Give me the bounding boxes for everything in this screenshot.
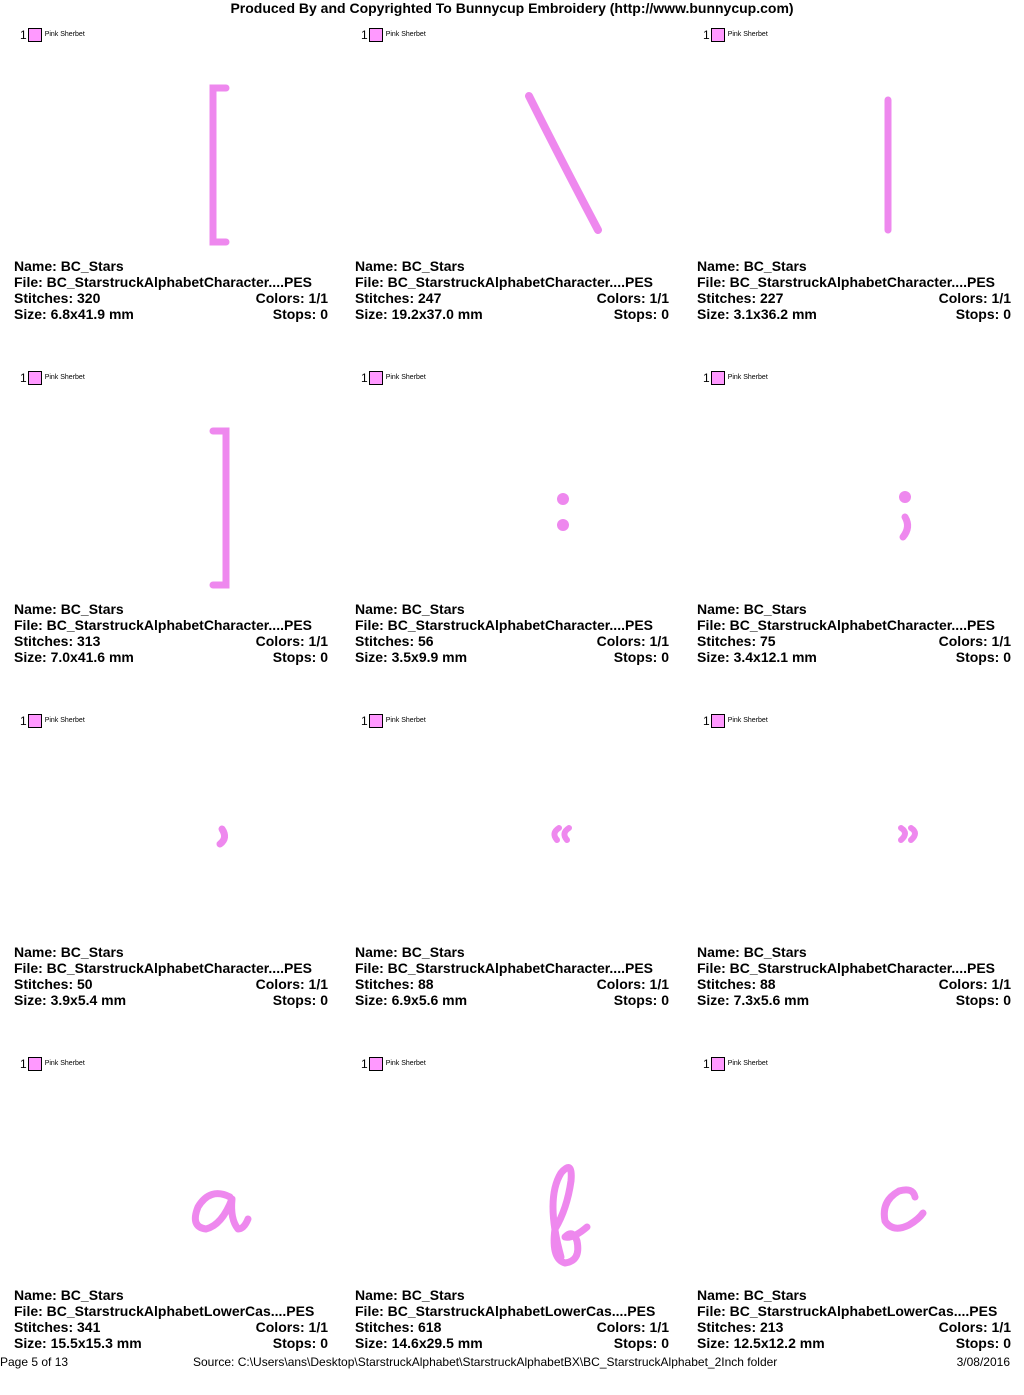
design-card (341, 367, 682, 709)
page-footer (0, 1354, 1024, 1370)
embroidery-design-preview (100, 736, 340, 936)
thread-legend (703, 371, 768, 385)
design-grid (0, 24, 1024, 1354)
thread-legend (703, 714, 768, 728)
thread-number: 1 (361, 28, 368, 42)
design-colors: Colors: 1/1 (596, 290, 669, 306)
design-stops: Stops: 0 (613, 1335, 669, 1351)
design-stops: Stops: 0 (272, 992, 328, 1008)
design-info (697, 944, 1011, 1008)
design-info (355, 944, 669, 1008)
design-info (355, 258, 669, 322)
design-card (341, 24, 682, 366)
design-stops: Stops: 0 (613, 992, 669, 1008)
design-card (683, 24, 1024, 366)
design-file: File: BC_StarstruckAlphabetLowerCas....PES (697, 1303, 998, 1319)
design-name: Name: BC_Stars (14, 258, 124, 274)
design-size: Size: 14.6x29.5 mm (355, 1335, 483, 1351)
thread-color-swatch (369, 1057, 383, 1071)
design-colors: Colors: 1/1 (938, 976, 1011, 992)
design-size: Size: 7.0x41.6 mm (14, 649, 134, 665)
thread-number: 1 (703, 28, 710, 42)
design-name: Name: BC_Stars (14, 1287, 124, 1303)
design-stitches: Stitches: 313 (14, 633, 101, 649)
thread-name: Pink Sherbet (385, 374, 426, 381)
design-colors: Colors: 1/1 (255, 290, 328, 306)
design-file: File: BC_StarstruckAlphabetLowerCas....PES (355, 1303, 656, 1319)
thread-number: 1 (20, 1057, 27, 1071)
design-size: Size: 6.8x41.9 mm (14, 306, 134, 322)
embroidery-design-preview (441, 1079, 681, 1279)
embroidery-design-preview (100, 1079, 340, 1279)
thread-color-swatch (369, 28, 383, 42)
design-stitches: Stitches: 56 (355, 633, 434, 649)
design-file: File: BC_StarstruckAlphabetCharacter....PES (697, 274, 995, 290)
thread-name: Pink Sherbet (727, 31, 768, 38)
thread-color-swatch (28, 714, 42, 728)
design-stitches: Stitches: 341 (14, 1319, 101, 1335)
design-stops: Stops: 0 (272, 1335, 328, 1351)
design-file: File: BC_StarstruckAlphabetCharacter....PES (697, 617, 995, 633)
thread-number: 1 (703, 1057, 710, 1071)
thread-color-swatch (711, 371, 725, 385)
thread-number: 1 (20, 28, 27, 42)
design-stitches: Stitches: 75 (697, 633, 776, 649)
embroidery-design-preview (441, 393, 681, 593)
thread-name: Pink Sherbet (727, 1060, 768, 1067)
design-name: Name: BC_Stars (697, 944, 807, 960)
design-colors: Colors: 1/1 (255, 1319, 328, 1335)
design-card (0, 24, 341, 366)
design-stitches: Stitches: 213 (697, 1319, 784, 1335)
print-date: 3/08/2016 (956, 1355, 1010, 1369)
thread-legend (361, 371, 426, 385)
design-file: File: BC_StarstruckAlphabetCharacter....PES (14, 617, 312, 633)
design-info (14, 944, 328, 1008)
thread-color-swatch (711, 28, 725, 42)
thread-legend (20, 28, 85, 42)
thread-legend (20, 1057, 85, 1071)
thread-legend (703, 1057, 768, 1071)
design-info (14, 1287, 328, 1351)
thread-color-swatch (711, 1057, 725, 1071)
page-number: Page 5 of 13 (0, 1355, 69, 1369)
design-info (697, 258, 1011, 322)
design-colors: Colors: 1/1 (938, 290, 1011, 306)
design-size: Size: 7.3x5.6 mm (697, 992, 810, 1008)
design-colors: Colors: 1/1 (255, 633, 328, 649)
design-file: File: BC_StarstruckAlphabetCharacter....PES (355, 274, 653, 290)
thread-number: 1 (703, 371, 710, 385)
thread-legend (20, 714, 85, 728)
design-stitches: Stitches: 247 (355, 290, 442, 306)
thread-color-swatch (28, 28, 42, 42)
embroidery-design-preview (100, 393, 340, 593)
design-stitches: Stitches: 320 (14, 290, 101, 306)
thread-number: 1 (361, 1057, 368, 1071)
source-path: Source: C:\Users\ans\Desktop\StarstruckAlphabet\StarstruckAlphabetBX\BC_StarstruckAlphabet_2Inch folder (193, 1355, 778, 1369)
design-stitches: Stitches: 88 (355, 976, 434, 992)
thread-number: 1 (703, 714, 710, 728)
embroidery-design-preview (783, 1079, 1023, 1279)
design-file: File: BC_StarstruckAlphabetCharacter....PES (14, 960, 312, 976)
design-card (0, 710, 341, 1052)
design-file: File: BC_StarstruckAlphabetCharacter....PES (697, 960, 995, 976)
design-size: Size: 3.1x36.2 mm (697, 306, 817, 322)
design-name: Name: BC_Stars (355, 258, 465, 274)
thread-color-swatch (28, 371, 42, 385)
thread-name: Pink Sherbet (44, 717, 85, 724)
design-stitches: Stitches: 88 (697, 976, 776, 992)
design-info (14, 601, 328, 665)
design-name: Name: BC_Stars (355, 944, 465, 960)
design-stops: Stops: 0 (272, 306, 328, 322)
design-info (697, 601, 1011, 665)
design-file: File: BC_StarstruckAlphabetCharacter....PES (355, 617, 653, 633)
thread-legend (361, 1057, 426, 1071)
design-card (683, 1053, 1024, 1395)
thread-number: 1 (20, 714, 27, 728)
design-size: Size: 12.5x12.2 mm (697, 1335, 825, 1351)
design-name: Name: BC_Stars (697, 258, 807, 274)
thread-color-swatch (28, 1057, 42, 1071)
design-stitches: Stitches: 227 (697, 290, 784, 306)
thread-number: 1 (361, 714, 368, 728)
embroidery-design-preview (783, 393, 1023, 593)
design-name: Name: BC_Stars (14, 944, 124, 960)
design-stitches: Stitches: 618 (355, 1319, 442, 1335)
thread-color-swatch (369, 371, 383, 385)
design-info (355, 1287, 669, 1351)
design-stops: Stops: 0 (955, 306, 1011, 322)
thread-name: Pink Sherbet (385, 31, 426, 38)
design-stops: Stops: 0 (272, 649, 328, 665)
thread-name: Pink Sherbet (727, 717, 768, 724)
design-colors: Colors: 1/1 (596, 633, 669, 649)
design-stops: Stops: 0 (613, 306, 669, 322)
design-name: Name: BC_Stars (697, 1287, 807, 1303)
thread-color-swatch (369, 714, 383, 728)
design-size: Size: 3.4x12.1 mm (697, 649, 817, 665)
design-colors: Colors: 1/1 (596, 1319, 669, 1335)
design-file: File: BC_StarstruckAlphabetCharacter....PES (14, 274, 312, 290)
thread-legend (361, 28, 426, 42)
design-card (0, 1053, 341, 1395)
embroidery-design-preview (100, 50, 340, 250)
design-size: Size: 6.9x5.6 mm (355, 992, 468, 1008)
design-name: Name: BC_Stars (355, 601, 465, 617)
design-size: Size: 15.5x15.3 mm (14, 1335, 142, 1351)
design-file: File: BC_StarstruckAlphabetLowerCas....PES (14, 1303, 315, 1319)
thread-color-swatch (711, 714, 725, 728)
design-colors: Colors: 1/1 (938, 633, 1011, 649)
design-size: Size: 3.5x9.9 mm (355, 649, 468, 665)
design-file: File: BC_StarstruckAlphabetCharacter....PES (355, 960, 653, 976)
design-info (14, 258, 328, 322)
thread-name: Pink Sherbet (44, 1060, 85, 1067)
design-name: Name: BC_Stars (14, 601, 124, 617)
design-info (355, 601, 669, 665)
thread-name: Pink Sherbet (385, 717, 426, 724)
design-size: Size: 3.9x5.4 mm (14, 992, 127, 1008)
design-name: Name: BC_Stars (355, 1287, 465, 1303)
embroidery-design-preview (441, 50, 681, 250)
embroidery-design-preview (441, 736, 681, 936)
thread-name: Pink Sherbet (44, 374, 85, 381)
design-colors: Colors: 1/1 (596, 976, 669, 992)
design-card (683, 710, 1024, 1052)
design-info (697, 1287, 1011, 1351)
thread-legend (703, 28, 768, 42)
design-stops: Stops: 0 (955, 1335, 1011, 1351)
thread-name: Pink Sherbet (727, 374, 768, 381)
page-header: Produced By and Copyrighted To Bunnycup Embroidery (http://www.bunnycup.com) (230, 0, 794, 16)
design-card (0, 367, 341, 709)
embroidery-design-preview (783, 50, 1023, 250)
design-card (683, 367, 1024, 709)
design-colors: Colors: 1/1 (938, 1319, 1011, 1335)
thread-legend (20, 371, 85, 385)
design-size: Size: 19.2x37.0 mm (355, 306, 483, 322)
thread-number: 1 (20, 371, 27, 385)
design-stitches: Stitches: 50 (14, 976, 93, 992)
design-card (341, 710, 682, 1052)
design-stops: Stops: 0 (955, 992, 1011, 1008)
design-stops: Stops: 0 (955, 649, 1011, 665)
thread-name: Pink Sherbet (385, 1060, 426, 1067)
design-name: Name: BC_Stars (697, 601, 807, 617)
thread-name: Pink Sherbet (44, 31, 85, 38)
design-colors: Colors: 1/1 (255, 976, 328, 992)
thread-number: 1 (361, 371, 368, 385)
design-stops: Stops: 0 (613, 649, 669, 665)
thread-legend (361, 714, 426, 728)
embroidery-design-preview (783, 736, 1023, 936)
design-card (341, 1053, 682, 1395)
